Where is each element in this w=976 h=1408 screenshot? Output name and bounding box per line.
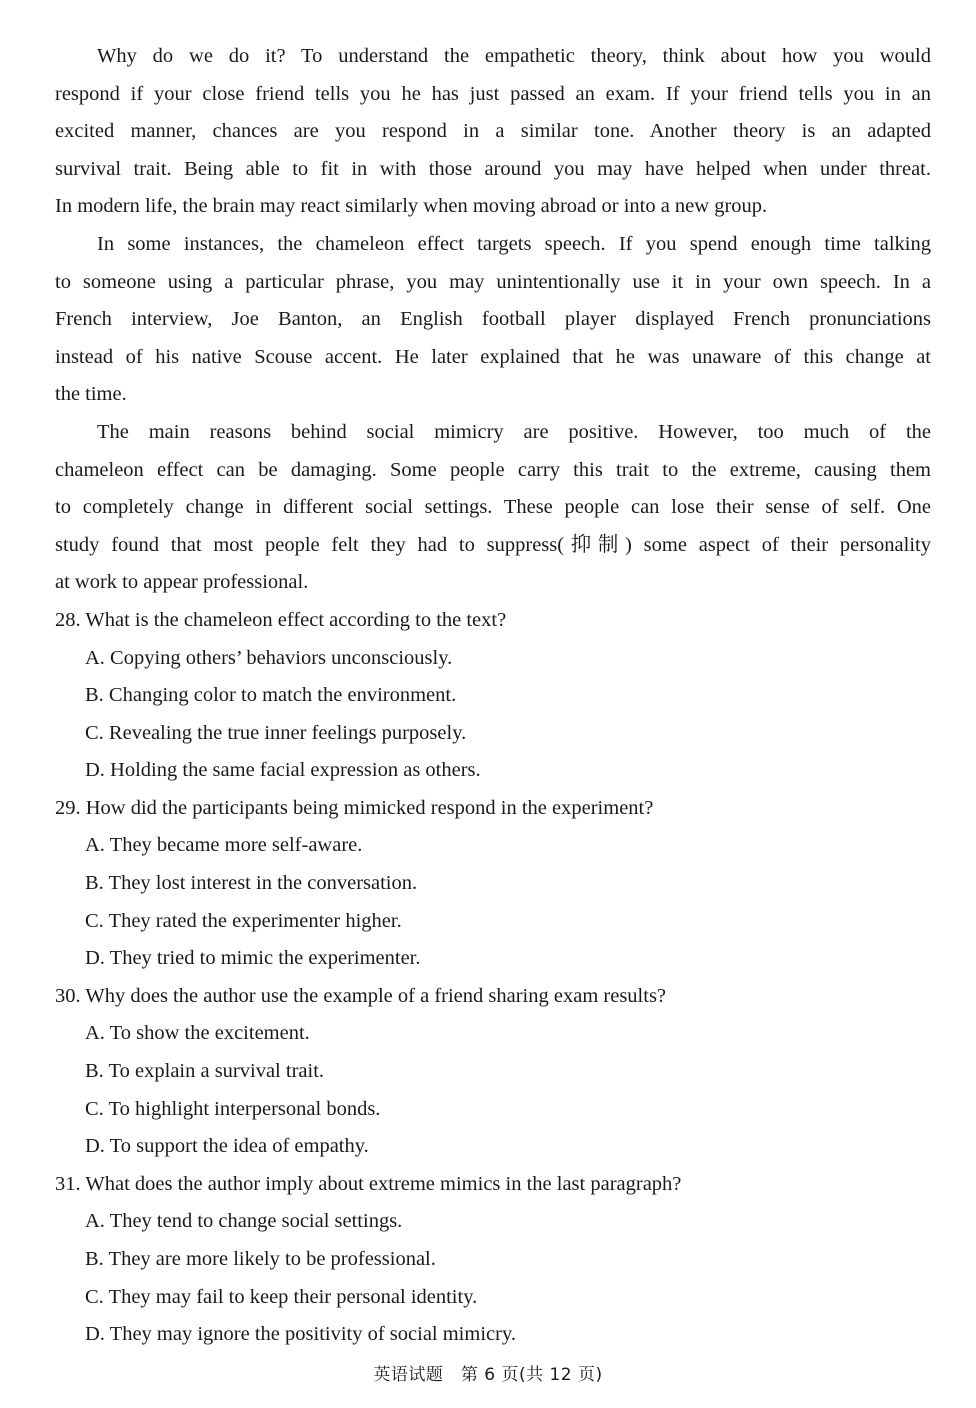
paragraph-3-line: to completely change in different social settings. These people can lose their sense of self. One [55,496,931,519]
answer-option: B. They lost interest in the conversation. [85,872,418,895]
question-stem: 29. How did the participants being mimicked respond in the experiment? [55,796,654,819]
paragraph-2-line: the time. [55,383,127,406]
paragraph-1-line: Why do we do it? To understand the empathetic theory, think about how you would [97,45,931,67]
paragraph-1-line: In modern life, the brain may react similarly when moving abroad or into a new group. [55,195,768,218]
paragraph-3-line: study found that most people felt they had to suppress(抑制) some aspect of their personality [55,533,931,556]
answer-option: A. They became more self-aware. [85,834,363,857]
answer-option: B. To explain a survival trait. [85,1060,325,1083]
answer-option: C. Revealing the true inner feelings purposely. [85,721,467,744]
paragraph-1-line: survival trait. Being able to fit in with those around you may have helped when under threat. [55,157,931,180]
paragraph-2-line: instead of his native Scouse accent. He later explained that he was unaware of this change at [55,345,931,368]
answer-option: C. They rated the experimenter higher. [85,909,402,932]
question-stem: 28. What is the chameleon effect according to the text? [55,608,507,631]
question-stem: 30. Why does the author use the example of a friend sharing exam results? [55,984,667,1007]
paragraph-2-line: French interview, Joe Banton, an English football player displayed French pronunciations [55,308,931,331]
answer-option: A. Copying others’ behaviors unconsciously. [85,646,453,669]
answer-option: D. They may ignore the positivity of social mimicry. [85,1323,516,1346]
paragraph-2-line: In some instances, the chameleon effect targets speech. If you spend enough time talking [97,232,931,255]
answer-option: C. To highlight interpersonal bonds. [85,1097,381,1120]
paragraph-2-line: to someone using a particular phrase, you may unintentionally use it in your own speech. In a [55,270,931,293]
answer-option: A. They tend to change social settings. [85,1210,403,1233]
paragraph-1-line: excited manner, chances are you respond in a similar tone. Another theory is an adapted [55,120,931,143]
exam-page-content [55,38,931,1354]
paragraph-3-line: chameleon effect can be damaging. Some people carry this trait to the extreme, causing them [55,458,931,481]
answer-option: D. To support the idea of empathy. [85,1135,369,1158]
answer-option: A. To show the excitement. [85,1022,310,1045]
paragraph-3-line: The main reasons behind social mimicry are positive. However, too much of the [97,420,931,443]
answer-option: D. They tried to mimic the experimenter. [85,947,421,970]
paragraph-3-line: at work to appear professional. [55,571,309,594]
answer-option: B. Changing color to match the environment. [85,684,457,707]
paragraph-1-line: respond if your close friend tells you he has just passed an exam. If your friend tells you in an [55,82,931,105]
answer-option: B. They are more likely to be professional. [85,1248,436,1270]
page-footer: 英语试题 第 6 页(共 12 页) [373,1365,603,1385]
answer-option: D. Holding the same facial expression as others. [85,759,481,782]
question-stem: 31. What does the author imply about extreme mimics in the last paragraph? [55,1172,682,1195]
answer-option: C. They may fail to keep their personal identity. [85,1285,478,1308]
